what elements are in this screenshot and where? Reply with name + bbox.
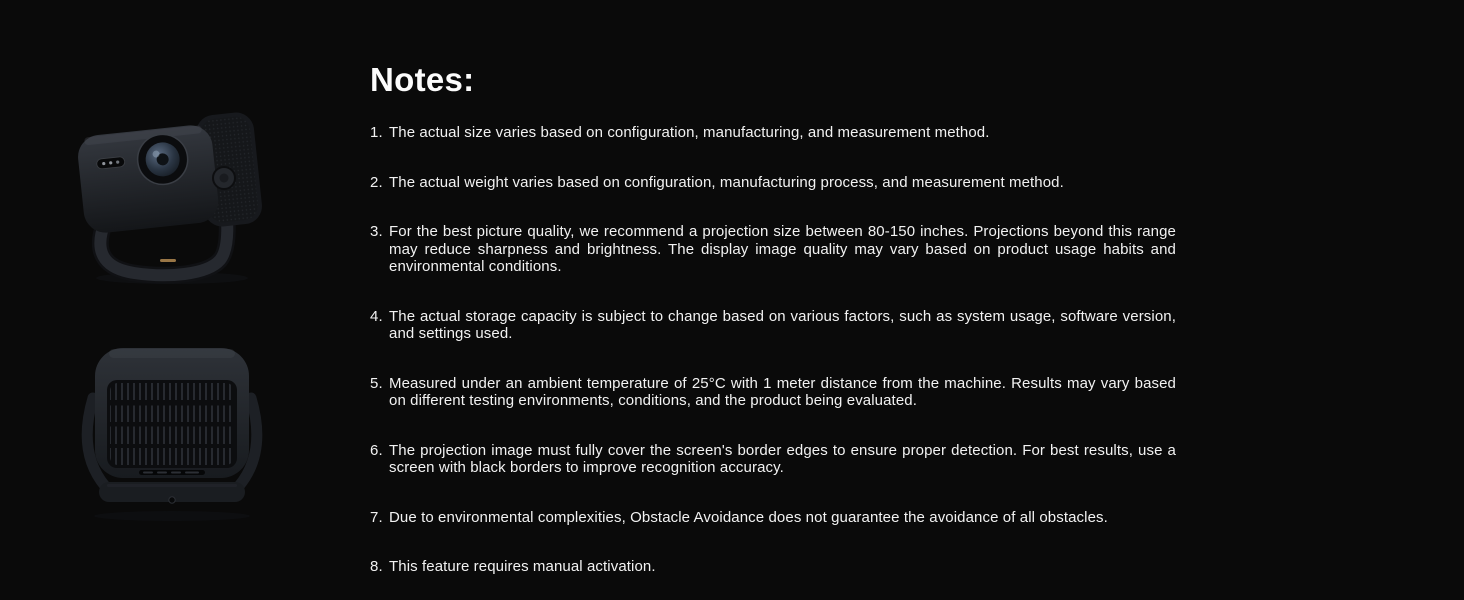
brand-logo xyxy=(160,259,176,262)
list-item xyxy=(370,308,1176,343)
note-number: 8. xyxy=(370,558,383,575)
list-item xyxy=(370,124,1176,142)
note-text: The actual weight varies based on configuration, manufacturing process, and measurement method. xyxy=(389,173,1064,191)
list-item xyxy=(370,223,1176,276)
note-number: 6. xyxy=(370,441,383,459)
note-text: The actual storage capacity is subject to change based on various factors, such as system usage, software version, and settings used. xyxy=(389,307,1176,342)
projector-rear-image xyxy=(77,336,267,524)
note-text: Due to environmental complexities, Obstacle Avoidance does not guarantee the avoidance of all obstacles. xyxy=(389,508,1108,526)
note-number: 3. xyxy=(370,223,383,240)
note-text: Measured under an ambient temperature of 25°C with 1 meter distance from the machine. Results may vary based on different testing environments, conditions, and the product being evaluated. xyxy=(389,374,1176,409)
section-title: Notes: xyxy=(370,61,475,98)
list-item xyxy=(370,558,1176,576)
list-item xyxy=(370,442,1176,477)
list-item xyxy=(370,509,1176,527)
note-number: 5. xyxy=(370,374,383,392)
note-number: 4. xyxy=(370,307,383,325)
notes-list xyxy=(370,124,1176,576)
note-text: For the best picture quality, we recommend a projection size between 80-150 inches. Projections beyond this range may reduce sharpness and brightness. The display image quality may vary based on product usage habits and environmental conditions. xyxy=(389,223,1176,275)
note-number: 7. xyxy=(370,508,383,526)
note-text: This feature requires manual activation. xyxy=(389,558,656,575)
note-number: 2. xyxy=(370,173,383,191)
note-text: The actual size varies based on configuration, manufacturing, and measurement method. xyxy=(389,124,990,141)
note-number: 1. xyxy=(370,124,383,141)
projector-front-image xyxy=(72,112,270,287)
note-text: The projection image must fully cover the screen's border edges to ensure proper detection. For best results, use a screen with black borders to improve recognition accuracy. xyxy=(389,441,1176,476)
projector-rear-illustration xyxy=(77,336,267,524)
projector-front-illustration xyxy=(72,112,270,287)
list-item xyxy=(370,174,1176,192)
list-item xyxy=(370,375,1176,410)
notes-column xyxy=(370,60,1176,576)
